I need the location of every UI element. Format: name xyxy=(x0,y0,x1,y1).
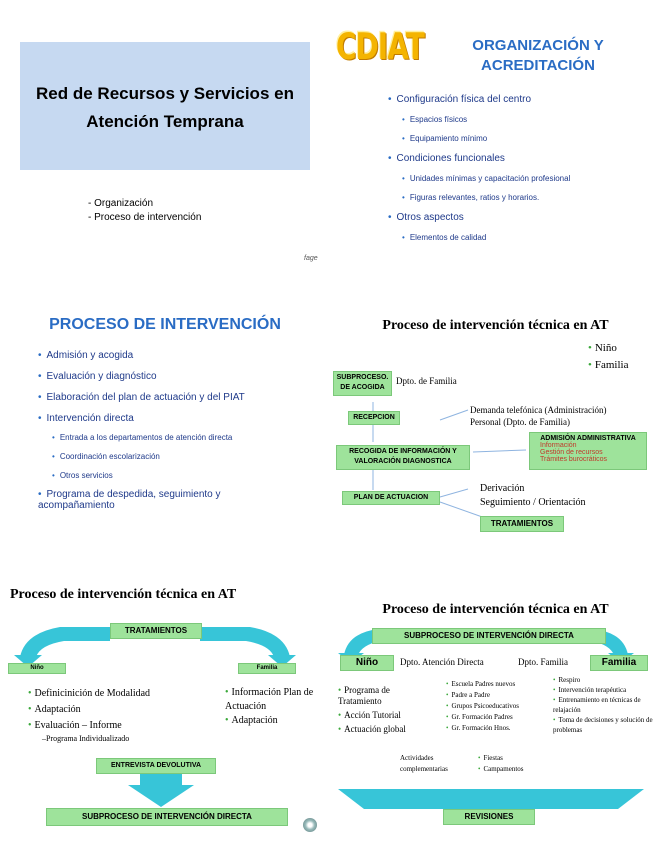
slide5-title: Proceso de intervención técnica en AT xyxy=(10,587,237,602)
list-item: • Gr. Formación Hnos. xyxy=(446,723,556,734)
list-item: • Programa de Tratamiento xyxy=(338,685,408,707)
nino-box: Niño xyxy=(340,655,394,671)
dpto-familia: Dpto. de Familia xyxy=(396,376,457,386)
list-item: • Programa de despedida, seguimiento y xyxy=(38,489,245,500)
dpto-atencion: Dpto. Atención Directa xyxy=(400,657,484,667)
list-item: • Evaluación – Informe xyxy=(28,718,150,734)
familia-box: Familia xyxy=(590,655,648,671)
slide3-list xyxy=(38,350,245,511)
nino-box: Niño xyxy=(8,663,66,674)
list-item: • Otros servicios xyxy=(52,471,245,480)
slide-4 xyxy=(328,292,655,552)
list-item: • Evaluación y diagnóstico xyxy=(38,371,245,382)
revisiones-box: REVISIONES xyxy=(443,809,535,825)
left-list xyxy=(28,686,150,744)
slide-5 xyxy=(0,575,327,848)
list-item: • Intervención directa xyxy=(38,413,245,424)
list-item: • Entrada a los departamentos de atención directa xyxy=(52,433,245,442)
list-item: • Equipamiento mínimo xyxy=(402,134,570,143)
list-item: • Escuela Padres nuevos xyxy=(446,679,556,690)
list-item: • Entrenamiento en técnicas de relajación xyxy=(553,695,653,715)
dpto-familia: Dpto. Familia xyxy=(518,657,568,667)
tratamientos-banner: TRATAMIENTOS xyxy=(110,623,202,639)
list-item: • Toma de decisiones y solución de problemas xyxy=(553,715,653,735)
list-item: • Actuación global xyxy=(338,724,408,735)
tratamientos-box: TRATAMIENTOS xyxy=(480,516,564,532)
list-item: • Gr. Formación Padres xyxy=(446,712,556,723)
list-item: - Organización xyxy=(88,198,154,209)
list-item: –Programa Individualizado xyxy=(42,734,130,743)
subproceso-banner: SUBPROCESO DE INTERVENCIÓN DIRECTA xyxy=(372,628,606,644)
list-item: • Campamentos xyxy=(478,764,524,775)
slide-2 xyxy=(328,0,655,280)
list-item: • Adaptación xyxy=(225,714,325,728)
slide2-title: ORGANIZACIÓN Y ACREDITACIÓN xyxy=(472,37,604,74)
entrevista-box: ENTREVISTA DEVOLUTIVA xyxy=(96,758,216,774)
list-item: • Elementos de calidad xyxy=(402,233,570,242)
list-item: • Otros aspectos xyxy=(388,212,570,223)
col2 xyxy=(446,679,556,734)
slide-6 xyxy=(328,575,655,848)
list-item: • Unidades mínimas y capacitación profesional xyxy=(402,174,570,183)
col1 xyxy=(338,685,408,735)
list-item: • Adaptación xyxy=(28,702,150,718)
slide1-title: Red de Recursos y Servicios en Atención Temprana xyxy=(36,84,294,131)
list-item: • Acción Tutorial xyxy=(338,710,408,721)
recogida-box: RECOGIDA DE INFORMACIÓN Y VALORACIÓN DIAGNOSTICA xyxy=(336,445,470,470)
list-item: • Elaboración del plan de actuación y del PIAT xyxy=(38,392,245,403)
list-item: • Intervención terapéutica xyxy=(553,685,653,695)
slide6-title: Proceso de intervención técnica en AT xyxy=(382,602,609,617)
list-item: • Espacios físicos xyxy=(402,115,570,124)
subproceso-acogida-box: SUBPROCESO. DE ACOGIDA xyxy=(333,371,392,396)
derivacion: Derivación Seguimiento / Orientación xyxy=(480,483,586,508)
demanda: Demanda telefónica (Administración) Personal (Dpto. de Familia) xyxy=(470,405,607,427)
list-item: - Proceso de intervención xyxy=(88,212,202,223)
list-item: • Fiestas xyxy=(478,753,524,764)
list-item: • Condiciones funcionales xyxy=(388,153,570,164)
slide4-title: Proceso de intervención técnica en AT xyxy=(382,318,609,333)
plan-box: PLAN DE ACTUACION xyxy=(342,491,440,505)
slide3-title: PROCESO DE INTERVENCIÓN xyxy=(49,316,281,333)
admision-box: ADMISIÓN ADMINISTRATIVA Información Gestión de recursos Trámites burocráticos xyxy=(529,432,647,470)
list-item: • Respiro xyxy=(553,675,653,685)
list-item: • Figuras relevantes, ratios y horarios. xyxy=(402,193,570,202)
slide2-list xyxy=(388,94,570,242)
recepcion-box: RECEPCION xyxy=(348,411,400,425)
familia-box: Familia xyxy=(238,663,296,674)
col3 xyxy=(553,675,653,735)
cdiat-logo: CDIAT xyxy=(336,25,424,68)
list-item: • Admisión y acogida xyxy=(38,350,245,361)
legend: • Niño • Familia xyxy=(588,340,628,374)
list-item: acompañamiento xyxy=(38,500,115,511)
list-item: • Coordinación escolarización xyxy=(52,452,245,461)
slide-3 xyxy=(0,292,327,552)
list-item: • Configuración física del centro xyxy=(388,94,570,105)
small-logo: fage xyxy=(304,255,318,262)
list-item: • Grupos Psicoeducativos xyxy=(446,701,556,712)
actividades: Actividades complementarias xyxy=(400,754,448,773)
slide1-items xyxy=(88,197,201,225)
list-item: • Información Plan de Actuación xyxy=(225,686,325,714)
extra-list xyxy=(478,753,524,775)
cd-icon xyxy=(303,818,317,832)
subproceso-box: SUBPROCESO DE INTERVENCIÓN DIRECTA xyxy=(46,808,288,826)
list-item: • Padre a Padre xyxy=(446,690,556,701)
right-list xyxy=(225,686,325,728)
list-item: • Definicinición de Modalidad xyxy=(28,686,150,702)
slide-1 xyxy=(0,0,327,280)
